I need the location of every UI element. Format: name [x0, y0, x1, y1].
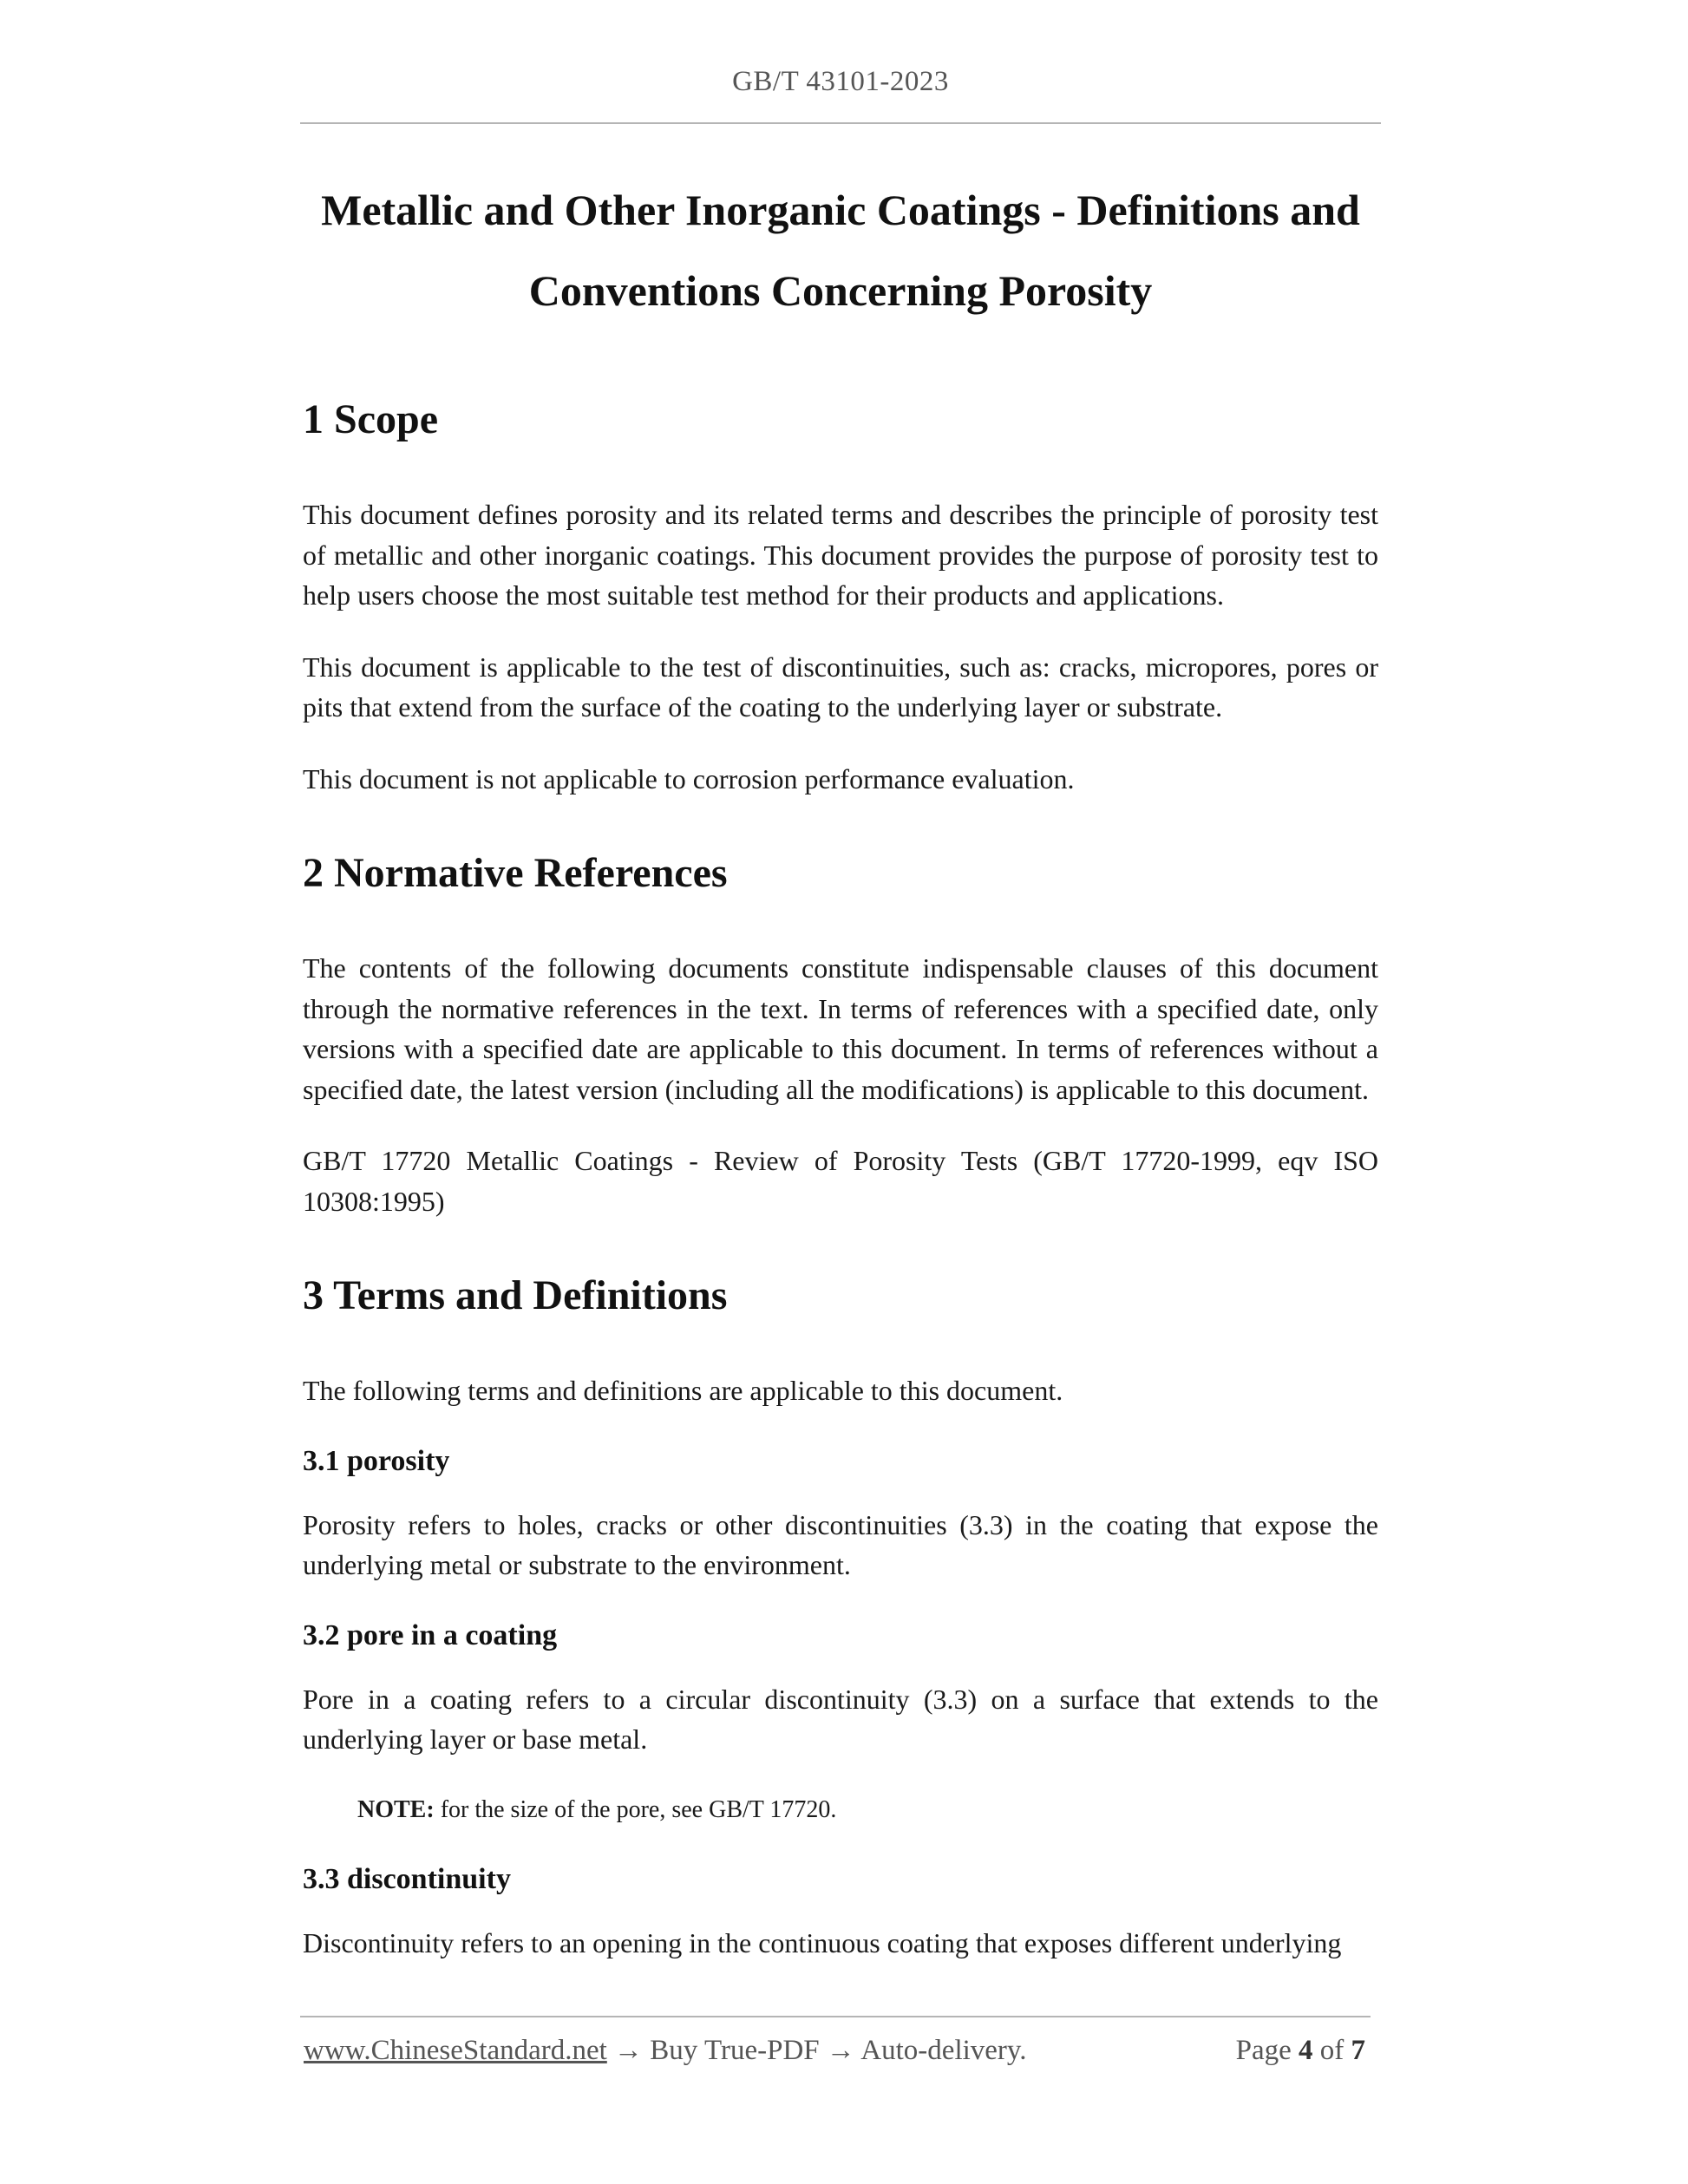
term-definition-pore-in-a-coating: Pore in a coating refers to a circular discontinuity (3.3) on a surface that extends to the underlying layer or base metal.	[303, 1683, 1378, 1755]
page-indicator	[1236, 2035, 1365, 2067]
normative-paragraph-1: The contents of the following documents constitute indispensable clauses of this document through the normative references in the text. In terms of references with a specified date, only versions with a specified date are applicable to this document. In terms of references without a specified date, the latest version (including all the modifications) is applicable to this document.	[303, 952, 1378, 1105]
header-divider	[300, 122, 1381, 124]
document-title-line-2: Conventions Concerning Porosity	[528, 266, 1153, 315]
scope-paragraph-2: This document is applicable to the test of discontinuities, such as: cracks, micropores, pores or pits that extend from the surface of the coating to the underlying layer or substrate.	[303, 651, 1378, 723]
terms-intro-paragraph: The following terms and definitions are applicable to this document.	[303, 1375, 1063, 1406]
footer-tagline: → Buy True-PDF → Auto-delivery.	[606, 2035, 1027, 2066]
term-heading-discontinuity: 3.3 discontinuity	[303, 1862, 511, 1895]
term-note-pore-size	[357, 1791, 1378, 1829]
footer-divider	[300, 2016, 1371, 2017]
document-title	[303, 170, 1378, 331]
section-scope	[303, 394, 1378, 799]
term-heading-porosity: 3.1 porosity	[303, 1444, 450, 1477]
term-definition-porosity: Porosity refers to holes, cracks or other discontinuities (3.3) in the coating that expose the underlying metal or substrate to the environment.	[303, 1508, 1378, 1580]
term-definition-discontinuity: Discontinuity refers to an opening in the continuous coating that exposes different underlying	[303, 1926, 1342, 1958]
page-current-number: 4	[1299, 2035, 1313, 2066]
page-total-number: 7	[1351, 2035, 1365, 2066]
normative-reference-gbt-17720: GB/T 17720 Metallic Coatings - Review of Porosity Tests (GB/T 17720-1999, eqv ISO 10308:1995)	[303, 1145, 1378, 1217]
note-text: for the size of the pore, see GB/T 17720.	[434, 1795, 837, 1823]
term-heading-pore-in-a-coating: 3.2 pore in a coating	[303, 1618, 558, 1651]
footer-website-link[interactable]: www.ChineseStandard.net	[304, 2035, 607, 2066]
scope-paragraph-1: This document defines porosity and its related terms and describes the principle of porosity test of metallic and other inorganic coatings. This document provides the purpose of porosity test to help users choose the most suitable test method for their products and applications.	[303, 499, 1378, 611]
section-heading-scope: 1 Scope	[303, 396, 438, 442]
page-of-label: of	[1319, 2035, 1345, 2066]
section-heading-terms-and-definitions: 3 Terms and Definitions	[303, 1272, 728, 1318]
page-header-standard-code: GB/T 43101-2023	[732, 66, 949, 97]
section-heading-normative-references: 2 Normative References	[303, 850, 728, 896]
scope-paragraph-3: This document is not applicable to corrosion performance evaluation.	[303, 762, 1075, 794]
section-terms-and-definitions	[303, 1270, 1378, 1963]
page-footer	[304, 2035, 1371, 2067]
document-body	[303, 170, 1378, 1994]
page-label: Page	[1235, 2035, 1292, 2066]
document-title-line-1: Metallic and Other Inorganic Coatings - Definitions and	[321, 186, 1360, 234]
section-normative-references	[303, 847, 1378, 1221]
note-label: NOTE:	[357, 1795, 435, 1823]
